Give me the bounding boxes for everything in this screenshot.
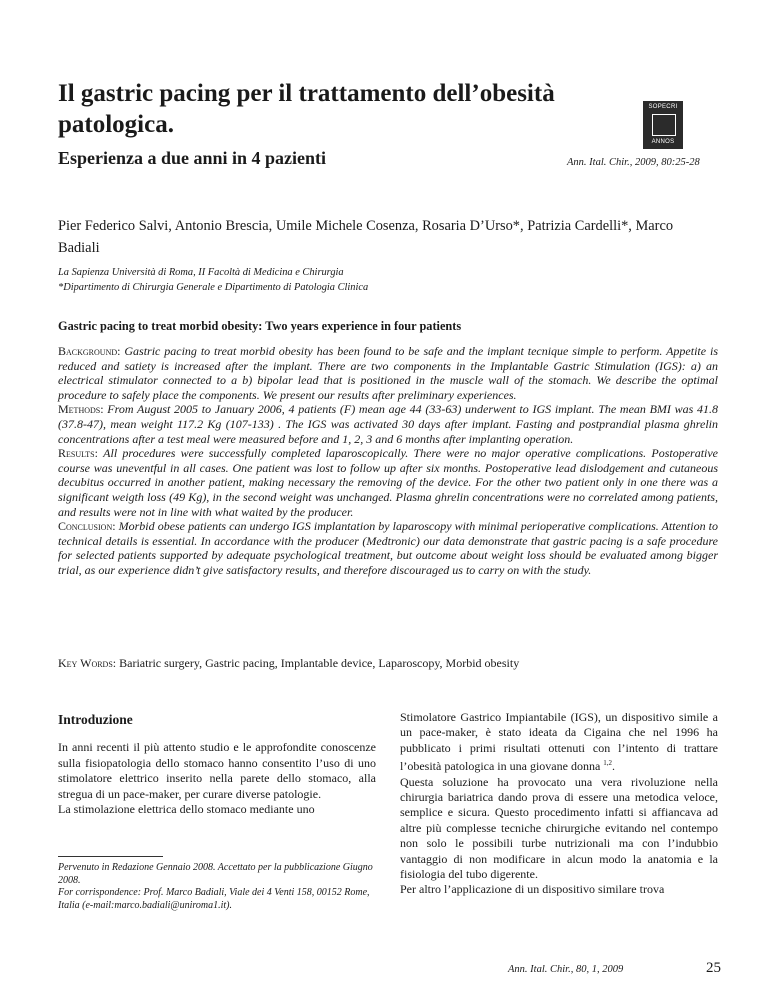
article-subtitle: Esperienza a due anni in 4 pazienti [58, 148, 327, 168]
abstract-background-label: Background: [58, 344, 121, 358]
page-number: 25 [706, 960, 721, 976]
abstract-background-text: Gastric pacing to treat morbid obesity has been found to be safe and the implant tecnique simple to perform. Appetite is reduced and satiety is increased after the implant. There are two components in the Implantable Gastric Stimulation (IGS): a) an electrical stimulator connected to a b) bipolar lead that is positioned in the muscle wall of the stomach. We describe the optimal procedure to safely place the components. We present our results after preliminary experiences. [58, 344, 718, 402]
abstract-conclusion [58, 519, 718, 577]
abstract-results-text: All procedures were successfully completed laparoscopically. There were no major operative complications. Postoperative course was uneventful in all cases. One patient was lost to follow up after six months. Postoperative lead dislodgement and cutaneous decubitus occurred in another patient, making necessary the removing of the device. For the other two patient only in one there was a significant weigth loss (49 Kg), in the second weight was unchanged. Plasma ghrelin concentrations were no correlated among patients, and results were not in line with what waited by the producer. [58, 446, 719, 519]
keywords [58, 656, 519, 671]
english-title: Gastric pacing to treat morbid obesity: Two years experience in four patients [58, 319, 462, 333]
affiliations [58, 265, 368, 295]
keywords-label: Key Words: [58, 656, 117, 670]
abstract-methods [58, 402, 718, 446]
body-paragraph: La stimolazione elettrica dello stomaco mediante uno [58, 802, 315, 817]
citation-ref: 1,2 [603, 759, 613, 768]
journal-citation: Ann. Ital. Chir., 2009, 80:25-28 [567, 157, 700, 168]
affiliation-1: La Sapienza Università di Roma, II Facoltà di Medicina e Chirurgia [58, 267, 344, 278]
author-list: Pier Federico Salvi, Antonio Brescia, Umile Michele Cosenza, Rosaria D’Urso*, Patrizia Cardelli*, Marco Badiali [58, 218, 674, 256]
abstract-conclusion-text: Morbid obese patients can undergo IGS implantation by laparoscopy with minimal perioperative complications. Attention to technical details is essential. In accordance with the producer (Medtronic) our data demonstrate that gastric pacing is a safe procedure for selected patients supported by adequate psychological treatment, but outcome about weight loss should be evaluated among bigger trial, as our experience didn’t give satisfactory results, and therefore discouraged us to carry on with the study. [58, 519, 718, 577]
footnote-correspondence: For corrispondence: Prof. Marco Badiali, Viale dei 4 Venti 158, 00152 Rome, Italia (e-mail:marco.badiali@uniroma1.it). [58, 887, 370, 911]
abstract-methods-label: Methods: [58, 402, 104, 417]
section-heading: Introduzione [58, 712, 133, 727]
body-paragraph: In anni recenti il più attento studio e le approfondite conoscenze sulla fisiopatologia dello stomaco hanno consentito l’uso di uno stimolatore elettrico inserito nella parete dello stomaco, alla stregua di un pace-maker, per curare diverse patologie. [58, 740, 376, 801]
body-column-right [400, 710, 718, 898]
keywords-text: Bariatric surgery, Gastric pacing, Implantable device, Laparoscopy, Morbid obesity [119, 656, 520, 670]
abstract-results [58, 446, 718, 519]
footer-citation: Ann. Ital. Chir., 80, 1, 2009 [508, 964, 624, 975]
abstract-methods-text: From August 2005 to January 2006, 4 patients (F) mean age 44 (33-63) underwent to IGS implant. The mean BMI was 41.8 (37.8-47), mean weight 117.2 Kg (107-133) . The IGS was activated 30 days after implant. Fasting and postprandial plasma ghrelin concentrations after a test meal were measured before and 1, 2, 3 and 6 months after implanting operation. [58, 402, 719, 446]
logo-emblem [652, 114, 676, 136]
footnote-divider [58, 856, 163, 857]
footnote-received: Pervenuto in Redazione Gennaio 2008. Accettato per la pubblicazione Giugno 2008. [58, 862, 373, 886]
logo-top-text: SOPECRI [648, 104, 678, 110]
body-paragraph-text: Stimolatore Gastrico Impiantabile (IGS), un dispositivo simile a un pace-maker, è stato ideata da Cigaina che nel 1996 ha pubblicato i primi risultati ottenuti con l’intento di trattare l’obesità patologica in una giovane donna [400, 710, 718, 774]
body-paragraph: Questa soluzione ha provocato una vera rivoluzione nella chirurgia bariatrica dando prova di essere una metodica veloce, semplice e sicura. Questo procedimento infatti si affiancava ad altre più complesse tecniche chirurgiche evitando nel contempo non solo le possibili turbe nutrizionali ma con l’indubbio vantaggio di non modificare in alcun modo la anatomia e la fisiologia del tubo digerente. [400, 774, 718, 882]
abstract [58, 344, 718, 578]
abstract-background [58, 344, 718, 402]
body-paragraph: Per altro l’applicazione di un dispositivo similare trova [400, 882, 665, 897]
journal-logo-icon [643, 101, 683, 149]
body-paragraph: Stimolatore Gastrico Impiantabile (IGS), un dispositivo simile a un pace-maker, è stato ideata da Cigaina che nel 1996 ha pubblicato i primi risultati ottenuti con l’intento di trattare l’obesità patologica in una giovane donna $^{1,2}$. [400, 710, 718, 774]
abstract-conclusion-label: Conclusion: [58, 519, 116, 534]
affiliation-2: *Dipartimento di Chirurgia Generale e Dipartimento di Patologia Clinica [58, 282, 369, 293]
body-column-left [58, 712, 376, 817]
article-title: Il gastric pacing per il trattamento dell’obesità patologica. [58, 80, 555, 138]
logo-bottom-text: ANNOS [651, 139, 675, 145]
abstract-results-label: Results: [58, 446, 98, 461]
footnote [58, 862, 376, 912]
